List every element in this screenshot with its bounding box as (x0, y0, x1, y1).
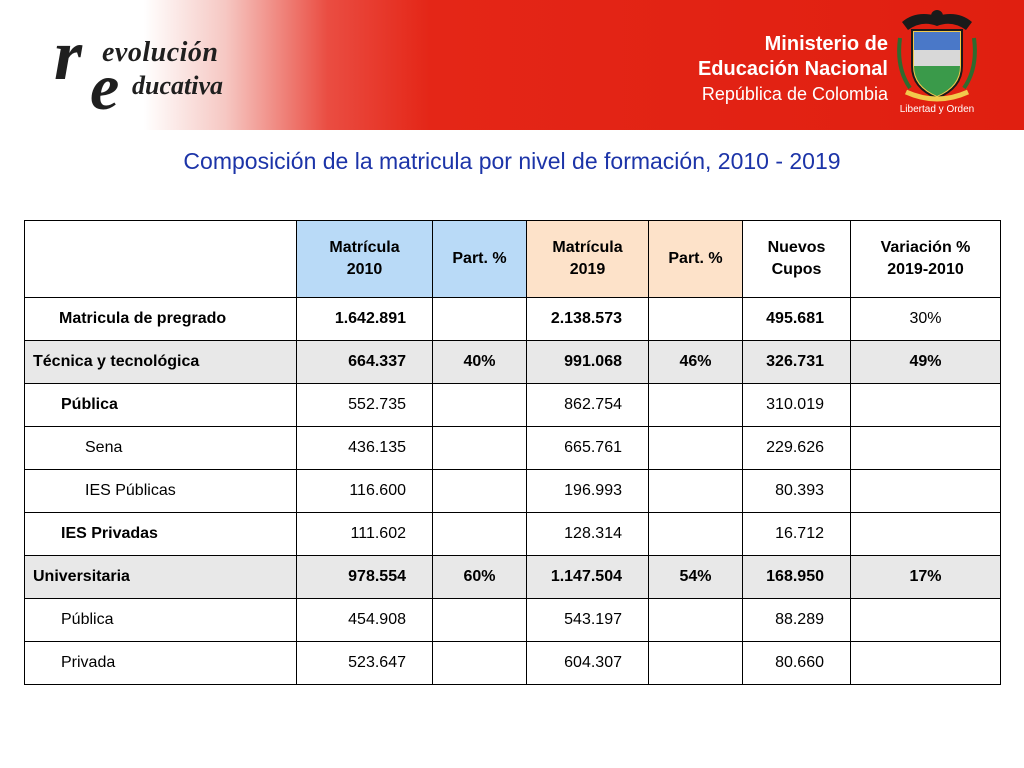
cell-m2019: 543.197 (527, 599, 649, 642)
cell-m2010: 523.647 (297, 642, 433, 685)
header-nuevos-cupos (743, 221, 851, 298)
table-row (25, 470, 1001, 513)
ministry-line-1: Ministerio de (764, 33, 888, 55)
cell-m2019: 1.147.504 (527, 556, 649, 599)
table-row (25, 341, 1001, 384)
cell-m2019: 196.993 (527, 470, 649, 513)
ministry-name (698, 32, 888, 106)
cell-part-2010 (433, 513, 527, 556)
cell-variacion (851, 642, 1001, 685)
cell-part-2010 (433, 298, 527, 341)
cell-nuevos: 326.731 (743, 341, 851, 384)
cell-part-2019 (649, 513, 743, 556)
cell-m2010: 1.642.891 (297, 298, 433, 341)
row-label: Matricula de pregrado (25, 298, 297, 341)
cell-part-2019: 54% (649, 556, 743, 599)
ministry-line-3: República de Colombia (701, 84, 888, 104)
header-part-2019: Part. % (649, 221, 743, 298)
cell-m2010: 116.600 (297, 470, 433, 513)
row-label: Técnica y tecnológica (25, 341, 297, 384)
logo-word-revolucion: evolución (102, 37, 219, 68)
table-row (25, 513, 1001, 556)
logo-letter-r: r (54, 15, 83, 95)
cell-m2010: 978.554 (297, 556, 433, 599)
cell-nuevos: 16.712 (743, 513, 851, 556)
revolucion-educativa-logo (50, 15, 270, 124)
cell-part-2010 (433, 599, 527, 642)
cell-variacion (851, 384, 1001, 427)
cell-part-2019: 46% (649, 341, 743, 384)
table-row (25, 427, 1001, 470)
cell-nuevos: 310.019 (743, 384, 851, 427)
cell-m2010: 664.337 (297, 341, 433, 384)
cell-m2019: 862.754 (527, 384, 649, 427)
cell-part-2010 (433, 384, 527, 427)
header-matricula-2010 (297, 221, 433, 298)
table-row (25, 298, 1001, 341)
header-banner (0, 0, 1024, 130)
header-text: Matrícula (329, 239, 400, 256)
row-label: Pública (25, 384, 297, 427)
colombia-coat-of-arms (896, 8, 978, 120)
cell-variacion (851, 599, 1001, 642)
header-text: Variación % (880, 239, 971, 256)
header-part-2010: Part. % (433, 221, 527, 298)
row-label: Sena (25, 427, 297, 470)
header-text: Cupos (771, 261, 822, 278)
row-label: IES Públicas (25, 470, 297, 513)
cell-part-2019 (649, 427, 743, 470)
header-empty-cell (25, 221, 297, 298)
cell-variacion (851, 513, 1001, 556)
table-row (25, 384, 1001, 427)
cell-part-2010: 40% (433, 341, 527, 384)
row-label: IES Privadas (25, 513, 297, 556)
table-header-row (25, 221, 1001, 298)
page-title: Composición de la matricula por nivel de formación, 2010 - 2019 (183, 148, 841, 174)
row-label: Privada (25, 642, 297, 685)
cell-m2019: 2.138.573 (527, 298, 649, 341)
enrollment-table (24, 220, 1001, 685)
cell-m2010: 436.135 (297, 427, 433, 470)
row-label: Universitaria (25, 556, 297, 599)
header-matricula-2019 (527, 221, 649, 298)
header-text: Nuevos (767, 239, 826, 256)
cell-m2019: 665.761 (527, 427, 649, 470)
coat-of-arms-icon (896, 8, 978, 104)
header-text: 2019 (569, 261, 606, 278)
header-variacion (851, 221, 1001, 298)
table-row (25, 642, 1001, 685)
cell-part-2019 (649, 599, 743, 642)
cell-m2019: 128.314 (527, 513, 649, 556)
cell-part-2010 (433, 642, 527, 685)
cell-variacion: 17% (851, 556, 1001, 599)
cell-part-2010 (433, 427, 527, 470)
cell-part-2019 (649, 298, 743, 341)
header-text: 2010 (346, 261, 383, 278)
cell-variacion (851, 470, 1001, 513)
cell-m2019: 991.068 (527, 341, 649, 384)
cell-variacion: 49% (851, 341, 1001, 384)
table-row (25, 599, 1001, 642)
cell-part-2019 (649, 470, 743, 513)
cell-part-2019 (649, 384, 743, 427)
cell-m2010: 111.602 (297, 513, 433, 556)
cell-nuevos: 229.626 (743, 427, 851, 470)
cell-variacion (851, 427, 1001, 470)
cell-nuevos: 168.950 (743, 556, 851, 599)
logo-word-educativa: ducativa (132, 71, 223, 100)
logo-letter-e: e (90, 51, 120, 124)
ministry-line-2: Educación Nacional (697, 58, 888, 80)
cell-nuevos: 80.660 (743, 642, 851, 685)
cell-m2010: 454.908 (297, 599, 433, 642)
cell-nuevos: 88.289 (743, 599, 851, 642)
crest-motto: Libertad y Orden (899, 104, 975, 115)
cell-variacion: 30% (851, 298, 1001, 341)
cell-nuevos: 80.393 (743, 470, 851, 513)
row-label: Pública (25, 599, 297, 642)
header-text: 2019-2010 (887, 261, 964, 278)
cell-part-2010 (433, 470, 527, 513)
header-text: Matrícula (552, 239, 623, 256)
cell-m2019: 604.307 (527, 642, 649, 685)
cell-part-2019 (649, 642, 743, 685)
cell-part-2010: 60% (433, 556, 527, 599)
cell-m2010: 552.735 (297, 384, 433, 427)
cell-nuevos: 495.681 (743, 298, 851, 341)
table-row (25, 556, 1001, 599)
